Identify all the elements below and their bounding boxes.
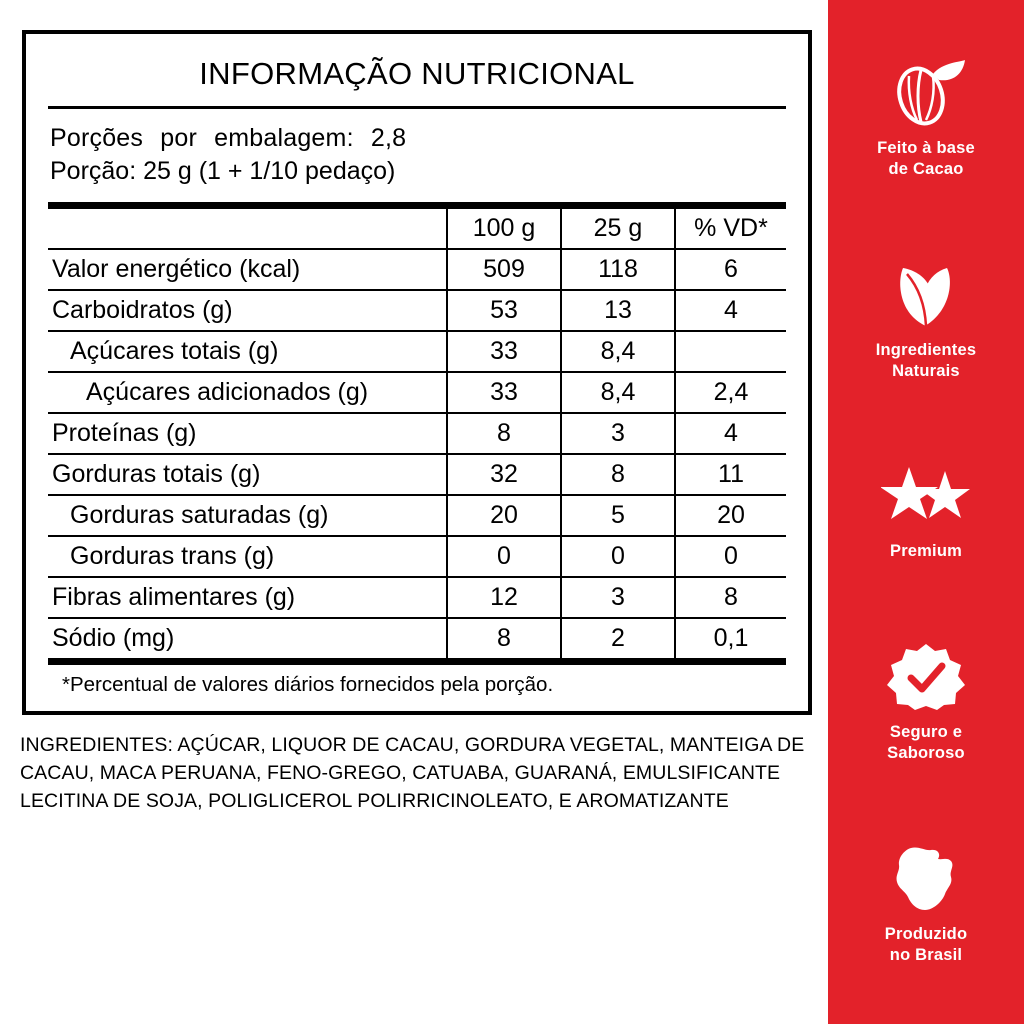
table-row <box>48 331 786 372</box>
table-row <box>48 536 786 577</box>
portions-block <box>48 117 786 202</box>
badge-cacao-base <box>828 58 1024 180</box>
leaves-icon <box>881 260 971 330</box>
row-per-100g: 8 <box>447 618 561 662</box>
row-label: Carboidratos (g) <box>48 290 447 331</box>
row-label: Gorduras trans (g) <box>48 536 447 577</box>
serving-size: Porção: 25 g (1 + 1/10 pedaço) <box>50 157 396 186</box>
table-row <box>48 577 786 618</box>
ingredients-text: INGREDIENTES: AÇÚCAR, LIQUOR DE CACAU, GORDURA VEGETAL, MANTEIGA DE CACAU, MACA PERUANA, FENO-GREGO, CATUABA, GUARANÁ, EMULSIFICANTE LECITINA DE SOJA, POLIGLICEROL POLIRRICINOLEATO, E AROMATIZANTE <box>20 733 805 813</box>
badge-strip <box>828 0 1024 1024</box>
badge-caption: Premium <box>889 542 962 561</box>
header-per-100g: 100 g <box>447 205 561 249</box>
row-label: Valor energético (kcal) <box>48 249 447 290</box>
two-stars-icon <box>881 461 971 531</box>
cacao-pod-icon <box>881 58 971 128</box>
check-seal-icon <box>881 642 971 712</box>
row-label: Gorduras totais (g) <box>48 454 447 495</box>
badge-caption: Ingredientes Naturais <box>875 340 977 380</box>
row-per-serving: 0 <box>561 536 675 577</box>
servings-per-package: Porções por embalagem: 2,8 <box>50 124 407 152</box>
table-row <box>48 618 786 662</box>
row-per-100g: 509 <box>447 249 561 290</box>
row-label: Açúcares adicionados (g) <box>48 372 447 413</box>
row-percent-vd: 11 <box>675 454 786 495</box>
daily-value-footnote: *Percentual de valores diários fornecidos pela porção. <box>62 672 554 696</box>
header-percent-vd: % VD* <box>675 205 786 249</box>
nutrition-facts-box <box>22 30 812 715</box>
header-per-serving: 25 g <box>561 205 675 249</box>
row-percent-vd: 6 <box>675 249 786 290</box>
table-row <box>48 372 786 413</box>
title-divider <box>48 106 786 109</box>
table-row <box>48 249 786 290</box>
badge-caption: Produzido no Brasil <box>884 924 968 965</box>
row-percent-vd <box>675 331 786 372</box>
page-title: INFORMAÇÃO NUTRICIONAL <box>199 56 635 91</box>
row-per-serving: 3 <box>561 577 675 618</box>
row-per-100g: 53 <box>447 290 561 331</box>
row-per-serving: 2 <box>561 618 675 662</box>
row-percent-vd: 2,4 <box>675 372 786 413</box>
badge-caption: Feito à base de Cacao <box>877 138 975 178</box>
row-per-serving: 8 <box>561 454 675 495</box>
nutrition-table <box>48 202 786 665</box>
row-per-100g: 33 <box>447 372 561 413</box>
nutrition-table-body <box>48 205 786 661</box>
row-percent-vd: 0,1 <box>675 618 786 662</box>
row-per-serving: 8,4 <box>561 372 675 413</box>
brazil-map-icon <box>881 844 971 914</box>
header-blank <box>48 205 447 249</box>
badge-caption: Seguro e Saboroso <box>887 723 965 763</box>
table-row <box>48 454 786 495</box>
table-row <box>48 413 786 454</box>
row-label: Açúcares totais (g) <box>48 331 447 372</box>
row-per-serving: 8,4 <box>561 331 675 372</box>
row-per-serving: 5 <box>561 495 675 536</box>
row-label: Proteínas (g) <box>48 413 447 454</box>
row-percent-vd: 4 <box>675 413 786 454</box>
row-per-100g: 33 <box>447 331 561 372</box>
badge-natural-ingredients <box>828 260 1024 382</box>
table-header-row <box>48 205 786 249</box>
row-per-serving: 13 <box>561 290 675 331</box>
badge-safe-tasty <box>828 642 1024 764</box>
row-percent-vd: 4 <box>675 290 786 331</box>
row-per-100g: 0 <box>447 536 561 577</box>
row-label: Gorduras saturadas (g) <box>48 495 447 536</box>
row-label: Sódio (mg) <box>48 618 447 662</box>
row-percent-vd: 20 <box>675 495 786 536</box>
row-per-100g: 8 <box>447 413 561 454</box>
row-label: Fibras alimentares (g) <box>48 577 447 618</box>
row-per-100g: 32 <box>447 454 561 495</box>
row-per-100g: 20 <box>447 495 561 536</box>
row-per-100g: 12 <box>447 577 561 618</box>
row-per-serving: 118 <box>561 249 675 290</box>
row-percent-vd: 8 <box>675 577 786 618</box>
table-row <box>48 290 786 331</box>
row-percent-vd: 0 <box>675 536 786 577</box>
row-per-serving: 3 <box>561 413 675 454</box>
badge-premium <box>828 461 1024 562</box>
table-row <box>48 495 786 536</box>
badge-made-in-brazil <box>828 844 1024 966</box>
